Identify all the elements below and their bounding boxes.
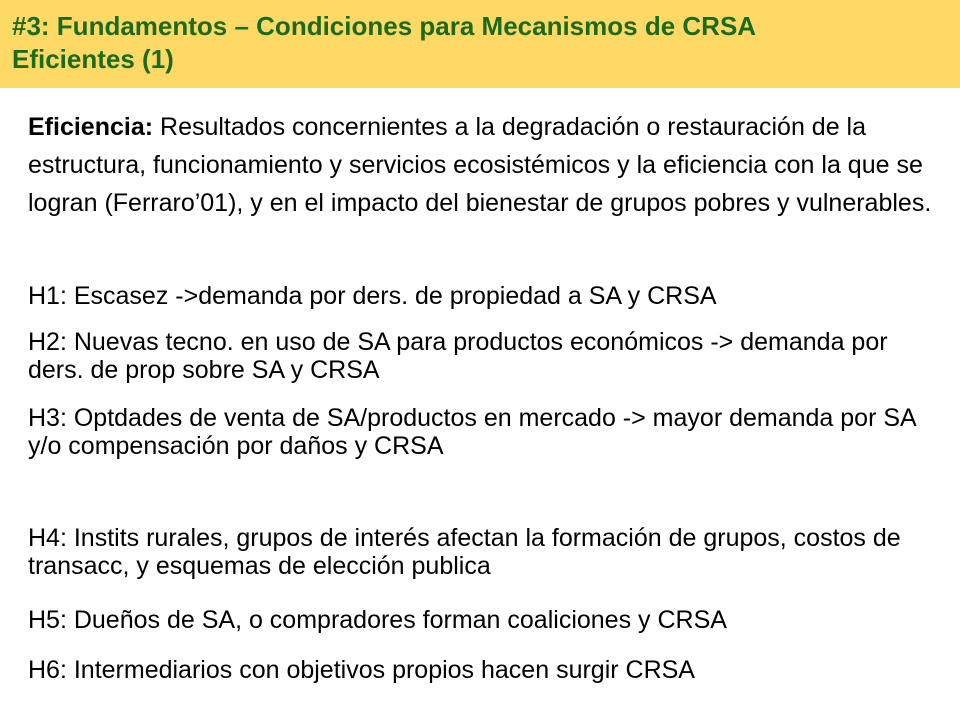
hypothesis-h4: H4: Instits rurales, grupos de interés afectan la formación de grupos, costos de transacc, y esquemas de elección publica <box>28 524 901 580</box>
slide-title <box>12 10 952 76</box>
slide-title-line-1: #3: Fundamentos – Condiciones para Mecanismos de CRSA <box>12 11 757 41</box>
intro-text: Resultados concernientes a la degradación o restauración de la estructura, funcionamiento y servicios ecosistémicos y la eficiencia con la que se logran (Ferraro’01), y en el impacto del bienestar de grupos pobres y vulnerables. <box>28 113 932 217</box>
slide-title-bar <box>0 0 960 88</box>
hypothesis-h6: H6: Intermediarios con objetivos propios hacen surgir CRSA <box>28 656 695 684</box>
hypothesis-h3: H3: Optdades de venta de SA/productos en mercado -> mayor demanda por SA y/o compensación por daños y CRSA <box>28 404 916 460</box>
hypothesis-h2: H2: Nuevas tecno. en uso de SA para productos económicos -> demanda por ders. de prop sobre SA y CRSA <box>28 328 888 384</box>
hypothesis-h5: H5: Dueños de SA, o compradores forman coaliciones y CRSA <box>28 606 727 634</box>
hypothesis-h1: H1: Escasez ->demanda por ders. de propiedad a SA y CRSA <box>28 282 717 310</box>
slide-title-line-2: Eficientes (1) <box>12 44 174 74</box>
intro-paragraph <box>28 108 938 222</box>
intro-lead-term: Eficiencia: <box>28 113 154 141</box>
